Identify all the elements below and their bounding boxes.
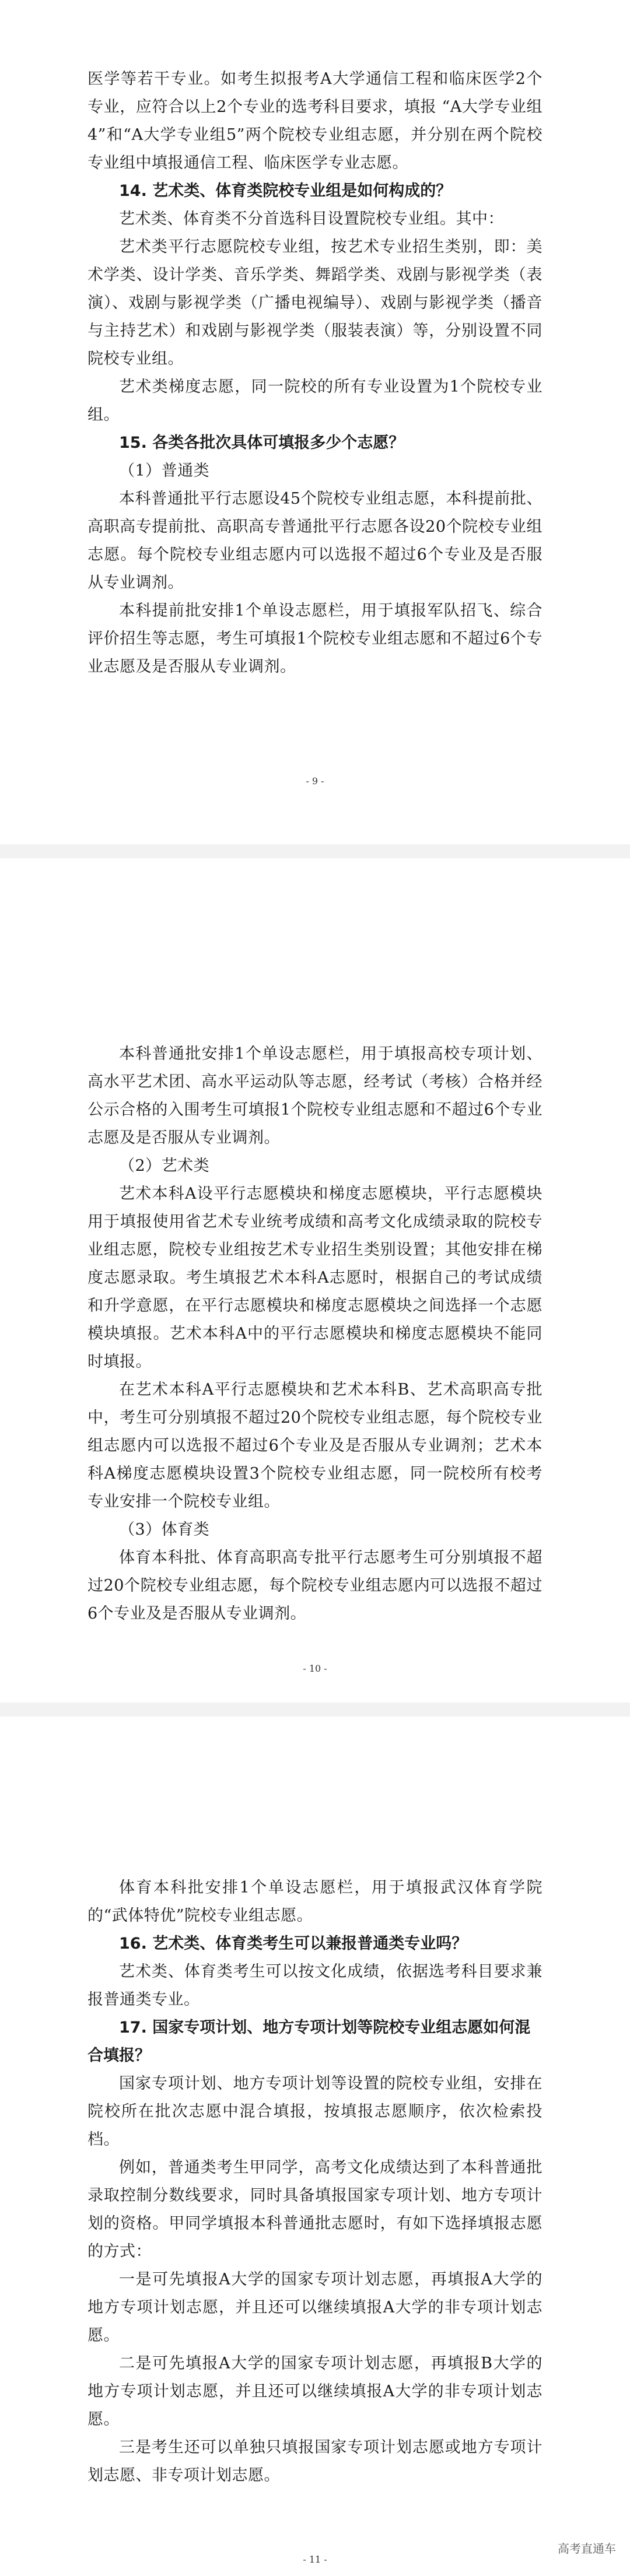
question-heading-15: 15. 各类各批次具体可填报多少个志愿？ — [119, 434, 405, 452]
page-number: - 9 - — [306, 775, 324, 787]
subheading-sports: （3）体育类 — [119, 1521, 210, 1539]
question-heading-17: 17. 国家专项计划、地方专项计划等院校专业组志愿如何混合填报？ — [88, 2019, 531, 2065]
document-page-10 — [0, 858, 630, 1703]
subheading-general: （1）普通类 — [119, 462, 210, 480]
page-number: - 11 - — [303, 2554, 327, 2565]
paragraph: 艺术类梯度志愿，同一院校的所有专业设置为1个院校专业组。 — [88, 378, 542, 424]
question-heading-16: 16. 艺术类、体育类考生可以兼报普通类专业吗？ — [119, 1935, 468, 1953]
page-content — [88, 65, 542, 681]
paragraph: 艺术类、体育类不分首选科目设置院校专业组。其中： — [119, 210, 504, 228]
paragraph: 一是可先填报A大学的国家专项计划志愿，再填报A大学的地方专项计划志愿，并且还可以继续填报A大学的非专项计划志愿。 — [88, 2270, 542, 2345]
paragraph: 体育本科批、体育高职高专批平行志愿考生可分别填报不超过20个院校专业组志愿，每个院校专业组志愿内可以选报不超过6个专业及是否服从专业调剂。 — [88, 1549, 542, 1623]
question-heading-14: 14. 艺术类、体育类院校专业组是如何构成的？ — [119, 182, 452, 200]
paragraph: 医学等若干专业。如考生拟报考A大学通信工程和临床医学2个专业，应符合以上2个专业的选考科目要求，填报 “A大学专业组4”和“A大学专业组5”两个院校专业组志愿，并分别在两个院校专业组中填报通信工程、临床医学专业志愿。 — [88, 70, 542, 172]
page-number: - 10 - — [303, 1663, 327, 1674]
paragraph: 艺术本科A设平行志愿模块和梯度志愿模块，平行志愿模块用于填报使用省艺术专业统考成绩和高考文化成绩录取的院校专业组志愿，院校专业组按艺术专业招生类别设置；其他安排在梯度志愿录取。考生填报艺术本科A志愿时，根据自己的考试成绩和升学意愿，在平行志愿模块和梯度志愿模块之间选择一个志愿模块填报。艺术本科A中的平行志愿模块和梯度志愿模块不能同时填报。 — [88, 1185, 542, 1371]
page-content — [88, 1874, 542, 2490]
paragraph: 国家专项计划、地方专项计划等设置的院校专业组，安排在院校所在批次志愿中混合填报，按填报志愿顺序，依次检索投档。 — [88, 2075, 542, 2149]
paragraph: 本科提前批安排1个单设志愿栏，用于填报军队招飞、综合评价招生等志愿，考生可填报1个院校专业组志愿和不超过6个专业志愿及是否服从专业调剂。 — [88, 602, 542, 676]
paragraph: 本科普通批安排1个单设志愿栏，用于填报高校专项计划、高水平艺术团、高水平运动队等志愿，经考试（考核）合格并经公示合格的入围考生可填报1个院校专业组志愿和不超过6个专业志愿及是否服从专业调剂。 — [88, 1045, 542, 1147]
paragraph: 艺术类平行志愿院校专业组，按艺术专业招生类别，即：美术学类、设计学类、音乐学类、舞蹈学类、戏剧与影视学类（表演）、戏剧与影视学类（广播电视编导）、戏剧与影视学类（播音与主持艺术）和戏剧与影视学类（服装表演）等，分别设置不同院校专业组。 — [88, 238, 542, 368]
paragraph: 体育本科批安排1个单设志愿栏，用于填报武汉体育学院的“武体特优”院校专业组志愿。 — [88, 1879, 542, 1925]
paragraph: 在艺术本科A平行志愿模块和艺术本科B、艺术高职高专批中，考生可分别填报不超过20个院校专业组志愿，每个院校专业组志愿内可以选报不超过6个专业及是否服从专业调剂；艺术本科A梯度志愿模块设置3个院校专业组志愿，同一院校所有校考专业安排一个院校专业组。 — [88, 1381, 542, 1511]
document-page-9 — [0, 0, 630, 844]
watermark-text: 高考直通车 — [558, 2542, 616, 2556]
paragraph: 本科普通批平行志愿设45个院校专业组志愿，本科提前批、高职高专提前批、高职高专普通批平行志愿各设20个院校专业组志愿。每个院校专业组志愿内可以选报不超过6个专业及是否服从专业调剂。 — [88, 490, 542, 592]
subheading-art: （2）艺术类 — [119, 1157, 210, 1175]
document-page-11 — [0, 1717, 630, 2576]
page-content — [88, 1040, 542, 1628]
paragraph: 艺术类、体育类考生可以按文化成绩，依据选考科目要求兼报普通类专业。 — [88, 1963, 542, 2009]
paragraph: 例如，普通类考生甲同学，高考文化成绩达到了本科普通批录取控制分数线要求，同时具备填报国家专项计划、地方专项计划的资格。甲同学填报本科普通批志愿时，有如下选择填报志愿的方式： — [88, 2159, 542, 2261]
paragraph: 三是考生还可以单独只填报国家专项计划志愿或地方专项计划志愿、非专项计划志愿。 — [88, 2438, 542, 2484]
paragraph: 二是可先填报A大学的国家专项计划志愿，再填报B大学的地方专项计划志愿，并且还可以继续填报A大学的非专项计划志愿。 — [88, 2354, 542, 2428]
